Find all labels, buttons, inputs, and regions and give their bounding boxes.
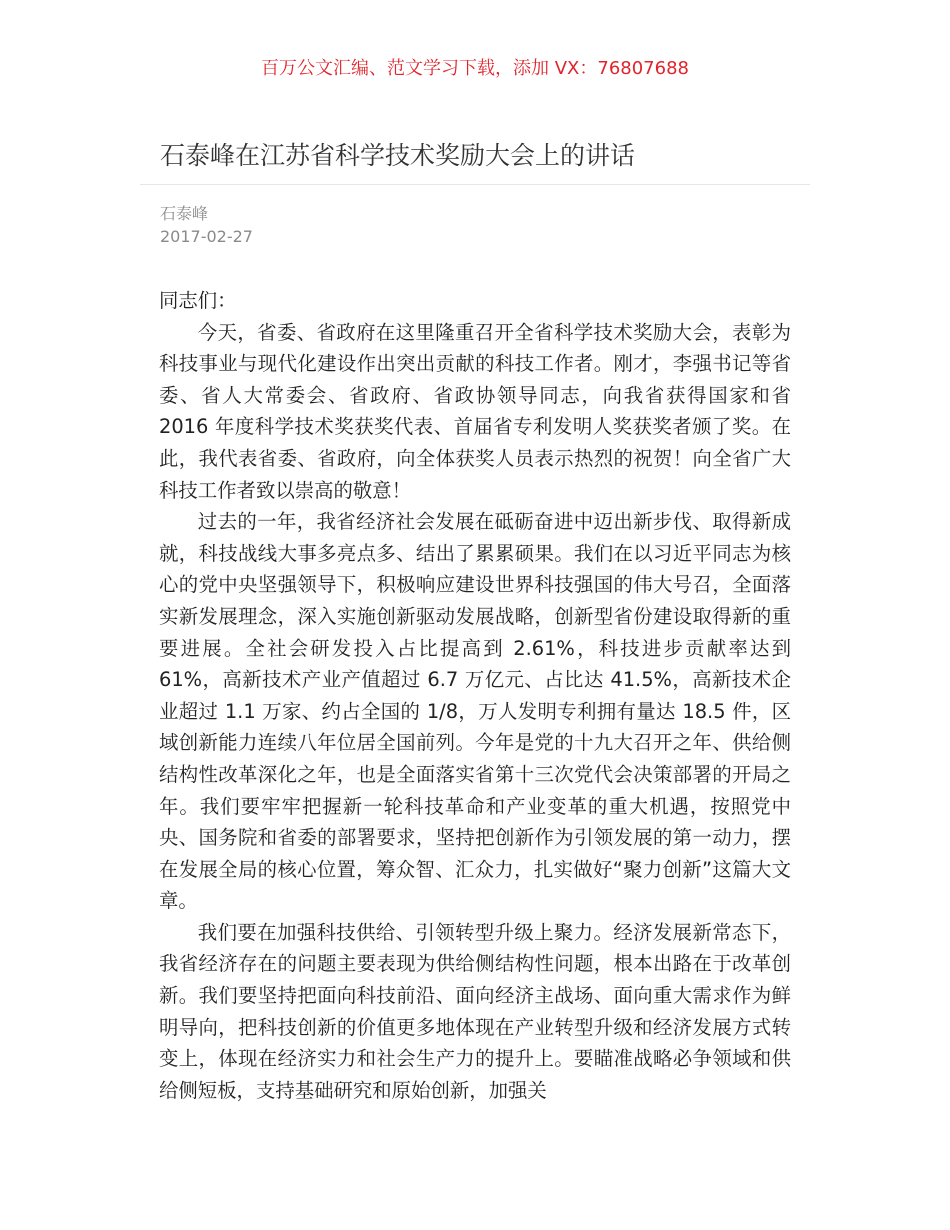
article-body: [159, 285, 791, 1106]
paragraph: 我们要在加强科技供给、引领转型升级上聚力。经济发展新常态下，我省经济存在的问题主要表现为供给侧结构性问题，根本出路在于改革创新。我们要坚持把面向科技前沿、面向经济主战场、面向重大需求作为鲜明导向，把科技创新的价值更多地体现在产业转型升级和经济发展方式转变上，体现在经济实力和社会生产力的提升上。要瞄准战略必争领域和供给侧短板，支持基础研究和原始创新，加强关: [159, 920, 791, 1102]
title-divider: [140, 184, 810, 185]
paragraph: 过去的一年，我省经济社会发展在砥砺奋进中迈出新步伐、取得新成就，科技战线大事多亮点多、结出了累累硕果。我们在以习近平同志为核心的党中央坚强领导下，积极响应建设世界科技强国的伟大号召，全面落实新发展理念，深入实施创新驱动发展战略，创新型省份建设取得新的重要进展。全社会研发投入占比提高到 2.61%，科技进步贡献率达到 61%，高新技术产业产值超过 6.7 万亿元、占比达 41.5%，高新技术企业超过 1.1 万家、约占全国的 1/8，万人发明专利拥有量达 18.5 件，区域创新能力连续八年位居全国前列。今年是党的十九大召开之年、供给侧结构性改革深化之年，也是全面落实省第十三次党代会决策部署的开局之年。我们要牢牢把握新一轮科技革命和产业变革的重大机遇，按照党中央、国务院和省委的部署要求，坚持把创新作为引领发展的第一动力，摆在发展全局的核心位置，筹众智、汇众力，扎实做好“聚力创新”这篇大文章。: [159, 510, 791, 913]
salutation: 同志们：: [159, 289, 237, 312]
article-date: 2017-02-27: [160, 227, 253, 246]
article-author: 石泰峰: [160, 204, 209, 223]
promo-banner: 百万公文汇编、范文学习下载，添加 VX：76807688: [261, 58, 689, 79]
paragraph: 今天，省委、省政府在这里隆重召开全省科学技术奖励大会，表彰为科技事业与现代化建设作出突出贡献的科技工作者。刚才，李强书记等省委、省人大常委会、省政府、省政协领导同志，向我省获得国家和省 2016 年度科学技术奖获奖代表、首届省专利发明人奖获奖者颁了奖。在此，我代表省委、省政府，向全体获奖人员表示热烈的祝贺！向全省广大科技工作者致以崇高的敬意！: [159, 320, 791, 502]
article-title: 石泰峰在江苏省科学技术奖励大会上的讲话: [160, 141, 636, 170]
